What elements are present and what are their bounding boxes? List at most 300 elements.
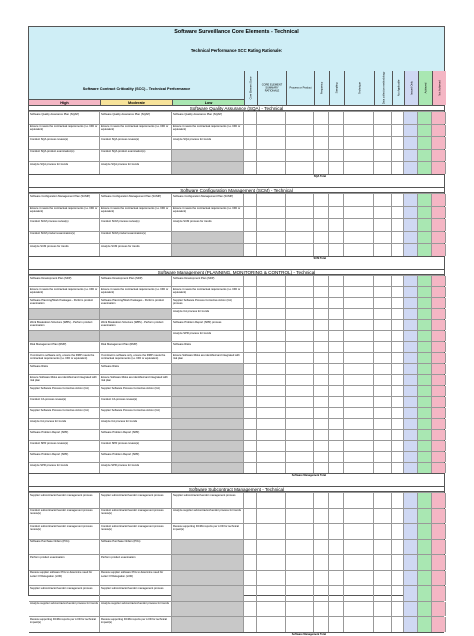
status-cell[interactable]	[404, 397, 418, 407]
cell-high[interactable]	[29, 331, 100, 341]
status-cell[interactable]	[418, 617, 432, 632]
status-cell[interactable]	[418, 375, 432, 385]
cell-high[interactable]	[29, 309, 100, 319]
input-cell[interactable]	[344, 342, 374, 352]
cell-high[interactable]: Conduct SCM product examination(s)	[29, 232, 100, 244]
input-cell[interactable]	[344, 452, 374, 462]
cell-low[interactable]: Ensure it meets the contractual requirements (i.e. DID or equivalent)	[172, 207, 244, 219]
status-cell[interactable]	[404, 150, 418, 162]
input-cell[interactable]	[374, 309, 392, 319]
input-cell[interactable]	[374, 397, 392, 407]
input-cell[interactable]	[392, 194, 404, 206]
input-cell[interactable]	[286, 207, 314, 219]
status-cell[interactable]	[418, 364, 432, 374]
input-cell[interactable]	[257, 493, 286, 508]
status-cell[interactable]	[404, 244, 418, 256]
input-cell[interactable]	[314, 397, 329, 407]
input-cell[interactable]	[286, 375, 314, 385]
status-cell[interactable]	[432, 219, 446, 231]
status-cell[interactable]	[418, 493, 432, 508]
status-cell[interactable]	[418, 463, 432, 473]
cell-high[interactable]: Conduct SPR process review(s)	[29, 441, 100, 451]
input-cell[interactable]	[392, 397, 404, 407]
input-cell[interactable]	[257, 617, 286, 632]
input-cell[interactable]	[374, 194, 392, 206]
status-cell[interactable]	[404, 219, 418, 231]
status-cell[interactable]	[432, 342, 446, 352]
input-cell[interactable]	[257, 194, 286, 206]
cell-high[interactable]: Analyze CA process for trends	[29, 419, 100, 429]
input-cell[interactable]	[286, 112, 314, 124]
input-cell[interactable]	[286, 320, 314, 330]
cell-low[interactable]	[172, 386, 244, 396]
status-cell[interactable]	[432, 430, 446, 440]
input-cell[interactable]	[374, 524, 392, 539]
cell-moderate[interactable]: Software Configuration Management Plan (SCMP)	[100, 194, 172, 206]
status-cell[interactable]	[418, 276, 432, 286]
input-cell[interactable]	[244, 364, 257, 374]
input-cell[interactable]	[286, 353, 314, 363]
input-cell[interactable]	[257, 244, 286, 256]
input-cell[interactable]	[314, 524, 329, 539]
cell-moderate[interactable]: Analyze SPR process for trends	[100, 463, 172, 473]
input-cell[interactable]	[329, 509, 344, 524]
cell-high[interactable]: Software Configuration Management Plan (SCMP)	[29, 194, 100, 206]
input-cell[interactable]	[344, 463, 374, 473]
input-cell[interactable]	[329, 586, 344, 601]
input-cell[interactable]	[392, 320, 404, 330]
cell-low[interactable]	[172, 162, 244, 174]
input-cell[interactable]	[344, 364, 374, 374]
input-cell[interactable]	[314, 430, 329, 440]
input-cell[interactable]	[257, 524, 286, 539]
input-cell[interactable]	[329, 309, 344, 319]
input-cell[interactable]	[329, 493, 344, 508]
status-cell[interactable]	[432, 320, 446, 330]
status-cell[interactable]	[432, 441, 446, 451]
status-cell[interactable]	[432, 408, 446, 418]
status-cell[interactable]	[418, 509, 432, 524]
input-cell[interactable]	[286, 430, 314, 440]
cell-high[interactable]: Ensure it meets the contractual requirements (i.e. DID or equivalent)	[29, 207, 100, 219]
status-cell[interactable]	[432, 207, 446, 219]
status-cell[interactable]	[432, 125, 446, 137]
status-cell[interactable]	[404, 137, 418, 149]
cell-low[interactable]	[172, 150, 244, 162]
input-cell[interactable]	[244, 430, 257, 440]
input-cell[interactable]	[329, 342, 344, 352]
input-cell[interactable]	[286, 452, 314, 462]
input-cell[interactable]	[244, 207, 257, 219]
cell-high[interactable]: Conduct SQA process review(s)	[29, 137, 100, 149]
input-cell[interactable]	[344, 586, 374, 601]
input-cell[interactable]	[392, 375, 404, 385]
input-cell[interactable]	[244, 309, 257, 319]
input-cell[interactable]	[374, 493, 392, 508]
cell-high[interactable]: Ensure it meets the contractual requirements (i.e. DID or equivalent)	[29, 287, 100, 297]
cell-low[interactable]	[172, 375, 244, 385]
input-cell[interactable]	[286, 276, 314, 286]
input-cell[interactable]	[329, 524, 344, 539]
status-cell[interactable]	[418, 194, 432, 206]
input-cell[interactable]	[374, 219, 392, 231]
input-cell[interactable]	[257, 602, 286, 617]
input-cell[interactable]	[374, 375, 392, 385]
input-cell[interactable]	[314, 331, 329, 341]
input-cell[interactable]	[314, 125, 329, 137]
input-cell[interactable]	[314, 309, 329, 319]
status-cell[interactable]	[404, 617, 418, 632]
status-cell[interactable]	[418, 232, 432, 244]
input-cell[interactable]	[344, 419, 374, 429]
status-cell[interactable]	[418, 150, 432, 162]
input-cell[interactable]	[286, 162, 314, 174]
input-cell[interactable]	[286, 493, 314, 508]
input-cell[interactable]	[314, 194, 329, 206]
status-cell[interactable]	[404, 331, 418, 341]
cell-low[interactable]: Analyze CA process for trends	[172, 309, 244, 319]
input-cell[interactable]	[257, 287, 286, 297]
status-cell[interactable]	[432, 137, 446, 149]
input-cell[interactable]	[344, 493, 374, 508]
status-cell[interactable]	[404, 309, 418, 319]
status-cell[interactable]	[432, 162, 446, 174]
input-cell[interactable]	[374, 342, 392, 352]
cell-moderate[interactable]: Supplier Software Process Corrective Action (CA)	[100, 408, 172, 418]
input-cell[interactable]	[314, 162, 329, 174]
input-cell[interactable]	[374, 137, 392, 149]
input-cell[interactable]	[244, 112, 257, 124]
input-cell[interactable]	[314, 207, 329, 219]
input-cell[interactable]	[286, 419, 314, 429]
cell-low[interactable]: Supplier Software Process Corrective Action (CA) process	[172, 298, 244, 308]
input-cell[interactable]	[244, 586, 257, 601]
input-cell[interactable]	[257, 540, 286, 555]
cell-high[interactable]: Conduct CA process review(s)	[29, 397, 100, 407]
input-cell[interactable]	[244, 452, 257, 462]
input-cell[interactable]	[314, 137, 329, 149]
cell-high[interactable]: Risk Management Plan (RMP)	[29, 342, 100, 352]
status-cell[interactable]	[404, 207, 418, 219]
cell-low[interactable]	[172, 571, 244, 586]
input-cell[interactable]	[329, 287, 344, 297]
status-cell[interactable]	[418, 602, 432, 617]
status-cell[interactable]	[432, 375, 446, 385]
status-cell[interactable]	[432, 555, 446, 570]
cell-low[interactable]: Analyze SQA process for trends	[172, 137, 244, 149]
input-cell[interactable]	[344, 617, 374, 632]
cell-high[interactable]: Software Purchase Orders (POs)	[29, 540, 100, 555]
cell-low[interactable]	[172, 586, 244, 601]
input-cell[interactable]	[344, 524, 374, 539]
input-cell[interactable]	[329, 320, 344, 330]
status-cell[interactable]	[432, 602, 446, 617]
status-cell[interactable]	[404, 419, 418, 429]
input-cell[interactable]	[392, 137, 404, 149]
input-cell[interactable]	[392, 430, 404, 440]
input-cell[interactable]	[286, 555, 314, 570]
input-cell[interactable]	[374, 617, 392, 632]
cell-low[interactable]: Software Risks	[172, 342, 244, 352]
input-cell[interactable]	[257, 232, 286, 244]
input-cell[interactable]	[344, 207, 374, 219]
input-cell[interactable]	[329, 112, 344, 124]
input-cell[interactable]	[374, 571, 392, 586]
input-cell[interactable]	[314, 298, 329, 308]
status-cell[interactable]	[404, 430, 418, 440]
input-cell[interactable]	[314, 586, 329, 601]
input-cell[interactable]	[329, 353, 344, 363]
input-cell[interactable]	[244, 320, 257, 330]
input-cell[interactable]	[392, 276, 404, 286]
status-cell[interactable]	[404, 276, 418, 286]
cell-moderate[interactable]	[100, 309, 172, 319]
status-cell[interactable]	[432, 298, 446, 308]
input-cell[interactable]	[329, 331, 344, 341]
input-cell[interactable]	[374, 463, 392, 473]
input-cell[interactable]	[344, 320, 374, 330]
cell-moderate[interactable]: If contract is software only, ensure the RMP meets the contractual requirements (i.e. DID or equivalent)	[100, 353, 172, 363]
input-cell[interactable]	[257, 276, 286, 286]
status-cell[interactable]	[432, 194, 446, 206]
status-cell[interactable]	[432, 331, 446, 341]
cell-moderate[interactable]: Software Quality Assurance Plan (SQAP)	[100, 112, 172, 124]
status-cell[interactable]	[418, 430, 432, 440]
input-cell[interactable]	[392, 540, 404, 555]
status-cell[interactable]	[432, 463, 446, 473]
status-cell[interactable]	[432, 540, 446, 555]
input-cell[interactable]	[314, 219, 329, 231]
input-cell[interactable]	[257, 162, 286, 174]
status-cell[interactable]	[404, 364, 418, 374]
cell-low[interactable]	[172, 441, 244, 451]
input-cell[interactable]	[392, 617, 404, 632]
input-cell[interactable]	[392, 287, 404, 297]
status-cell[interactable]	[404, 194, 418, 206]
input-cell[interactable]	[374, 287, 392, 297]
input-cell[interactable]	[344, 430, 374, 440]
status-cell[interactable]	[418, 571, 432, 586]
input-cell[interactable]	[374, 162, 392, 174]
input-cell[interactable]	[392, 112, 404, 124]
cell-moderate[interactable]: Analyze supplier subcontractor/vendor process for trends	[100, 602, 172, 617]
status-cell[interactable]	[432, 386, 446, 396]
status-cell[interactable]	[418, 331, 432, 341]
status-cell[interactable]	[404, 112, 418, 124]
input-cell[interactable]	[314, 375, 329, 385]
cell-low[interactable]	[172, 397, 244, 407]
input-cell[interactable]	[257, 408, 286, 418]
input-cell[interactable]	[329, 463, 344, 473]
input-cell[interactable]	[257, 219, 286, 231]
input-cell[interactable]	[244, 375, 257, 385]
input-cell[interactable]	[329, 540, 344, 555]
status-cell[interactable]	[404, 232, 418, 244]
input-cell[interactable]	[392, 298, 404, 308]
cell-high[interactable]: Review supporting DCMA reports per LOD for technical impact(s)	[29, 617, 100, 632]
input-cell[interactable]	[374, 586, 392, 601]
cell-moderate[interactable]: Supplier Software Process Corrective Action (CA)	[100, 386, 172, 396]
input-cell[interactable]	[244, 540, 257, 555]
input-cell[interactable]	[374, 509, 392, 524]
input-cell[interactable]	[314, 112, 329, 124]
input-cell[interactable]	[374, 540, 392, 555]
input-cell[interactable]	[257, 463, 286, 473]
input-cell[interactable]	[329, 571, 344, 586]
input-cell[interactable]	[244, 219, 257, 231]
cell-low[interactable]	[172, 463, 244, 473]
input-cell[interactable]	[314, 540, 329, 555]
input-cell[interactable]	[257, 125, 286, 137]
status-cell[interactable]	[418, 524, 432, 539]
input-cell[interactable]	[286, 524, 314, 539]
status-cell[interactable]	[432, 571, 446, 586]
input-cell[interactable]	[257, 509, 286, 524]
status-cell[interactable]	[432, 244, 446, 256]
status-cell[interactable]	[404, 524, 418, 539]
cell-moderate[interactable]: Software Development Plan (SDP)	[100, 276, 172, 286]
cell-moderate[interactable]: Ensure it meets the contractual requirements (i.e. DID or equivalent)	[100, 287, 172, 297]
input-cell[interactable]	[244, 162, 257, 174]
status-cell[interactable]	[418, 162, 432, 174]
input-cell[interactable]	[392, 555, 404, 570]
cell-low[interactable]	[172, 364, 244, 374]
status-cell[interactable]	[432, 150, 446, 162]
cell-high[interactable]: Software Risks	[29, 364, 100, 374]
input-cell[interactable]	[244, 419, 257, 429]
input-cell[interactable]	[257, 430, 286, 440]
cell-low[interactable]	[172, 232, 244, 244]
cell-high[interactable]: Ensure Software Risks are identified and integrated with risk plan	[29, 375, 100, 385]
cell-low[interactable]	[172, 540, 244, 555]
input-cell[interactable]	[244, 602, 257, 617]
input-cell[interactable]	[329, 232, 344, 244]
input-cell[interactable]	[257, 207, 286, 219]
input-cell[interactable]	[392, 353, 404, 363]
input-cell[interactable]	[329, 617, 344, 632]
cell-moderate[interactable]: Software Purchase Orders (POs)	[100, 540, 172, 555]
status-cell[interactable]	[418, 342, 432, 352]
input-cell[interactable]	[257, 364, 286, 374]
input-cell[interactable]	[257, 586, 286, 601]
cell-low[interactable]: Analyze supplier subcontractor/vendor process for trends	[172, 509, 244, 524]
input-cell[interactable]	[244, 571, 257, 586]
status-cell[interactable]	[432, 112, 446, 124]
input-cell[interactable]	[314, 419, 329, 429]
input-cell[interactable]	[314, 232, 329, 244]
input-cell[interactable]	[314, 150, 329, 162]
cell-high[interactable]: Conduct SQA product examination(s)	[29, 150, 100, 162]
input-cell[interactable]	[244, 397, 257, 407]
input-cell[interactable]	[329, 375, 344, 385]
input-cell[interactable]	[286, 509, 314, 524]
status-cell[interactable]	[404, 509, 418, 524]
input-cell[interactable]	[329, 298, 344, 308]
status-cell[interactable]	[418, 309, 432, 319]
input-cell[interactable]	[257, 375, 286, 385]
status-cell[interactable]	[418, 419, 432, 429]
cell-high[interactable]: Conduct SCM process review(s)	[29, 219, 100, 231]
input-cell[interactable]	[257, 298, 286, 308]
input-cell[interactable]	[244, 509, 257, 524]
status-cell[interactable]	[432, 397, 446, 407]
input-cell[interactable]	[286, 331, 314, 341]
input-cell[interactable]	[344, 150, 374, 162]
cell-low[interactable]: Ensure it meets the contractual requirements (i.e. DID or equivalent)	[172, 125, 244, 137]
input-cell[interactable]	[329, 452, 344, 462]
input-cell[interactable]	[344, 287, 374, 297]
input-cell[interactable]	[392, 571, 404, 586]
input-cell[interactable]	[329, 125, 344, 137]
input-cell[interactable]	[286, 602, 314, 617]
status-cell[interactable]	[432, 364, 446, 374]
input-cell[interactable]	[329, 419, 344, 429]
input-cell[interactable]	[392, 244, 404, 256]
input-cell[interactable]	[257, 397, 286, 407]
input-cell[interactable]	[257, 342, 286, 352]
status-cell[interactable]	[404, 452, 418, 462]
input-cell[interactable]	[286, 232, 314, 244]
cell-high[interactable]: Analyze SQA process for trends	[29, 162, 100, 174]
input-cell[interactable]	[244, 331, 257, 341]
input-cell[interactable]	[329, 219, 344, 231]
input-cell[interactable]	[392, 331, 404, 341]
input-cell[interactable]	[257, 331, 286, 341]
cell-high[interactable]: Supplier Software Process Corrective Action (CA)	[29, 408, 100, 418]
cell-low[interactable]: Ensure it meets the contractual requirements (i.e. DID or equivalent)	[172, 287, 244, 297]
cell-moderate[interactable]: Software Planning/Work Packages - Perform product examination	[100, 298, 172, 308]
input-cell[interactable]	[392, 162, 404, 174]
input-cell[interactable]	[329, 555, 344, 570]
input-cell[interactable]	[392, 408, 404, 418]
cell-moderate[interactable]: Supplier subcontractor/vendor management process	[100, 586, 172, 601]
input-cell[interactable]	[344, 353, 374, 363]
input-cell[interactable]	[344, 194, 374, 206]
input-cell[interactable]	[286, 194, 314, 206]
status-cell[interactable]	[418, 452, 432, 462]
input-cell[interactable]	[329, 441, 344, 451]
cell-high[interactable]: Software Quality Assurance Plan (SQAP)	[29, 112, 100, 124]
input-cell[interactable]	[314, 452, 329, 462]
input-cell[interactable]	[329, 408, 344, 418]
input-cell[interactable]	[314, 244, 329, 256]
input-cell[interactable]	[244, 386, 257, 396]
cell-high[interactable]: Analyze SPR process for trends	[29, 463, 100, 473]
cell-moderate[interactable]: Conduct SQA product examination(s)	[100, 150, 172, 162]
input-cell[interactable]	[286, 342, 314, 352]
status-cell[interactable]	[404, 353, 418, 363]
input-cell[interactable]	[344, 441, 374, 451]
input-cell[interactable]	[392, 232, 404, 244]
cell-moderate[interactable]: Analyze SCM process for trends	[100, 244, 172, 256]
input-cell[interactable]	[244, 150, 257, 162]
input-cell[interactable]	[286, 287, 314, 297]
status-cell[interactable]	[418, 219, 432, 231]
input-cell[interactable]	[314, 617, 329, 632]
input-cell[interactable]	[286, 408, 314, 418]
cell-high[interactable]: Software Planning/Work Packages - Perform product examination	[29, 298, 100, 308]
status-cell[interactable]	[418, 287, 432, 297]
input-cell[interactable]	[314, 287, 329, 297]
input-cell[interactable]	[344, 112, 374, 124]
status-cell[interactable]	[418, 298, 432, 308]
input-cell[interactable]	[374, 602, 392, 617]
input-cell[interactable]	[244, 441, 257, 451]
input-cell[interactable]	[392, 125, 404, 137]
cell-low[interactable]: Review supporting DCMA reports per LOD for technical impact(s)	[172, 524, 244, 539]
status-cell[interactable]	[404, 540, 418, 555]
input-cell[interactable]	[392, 441, 404, 451]
